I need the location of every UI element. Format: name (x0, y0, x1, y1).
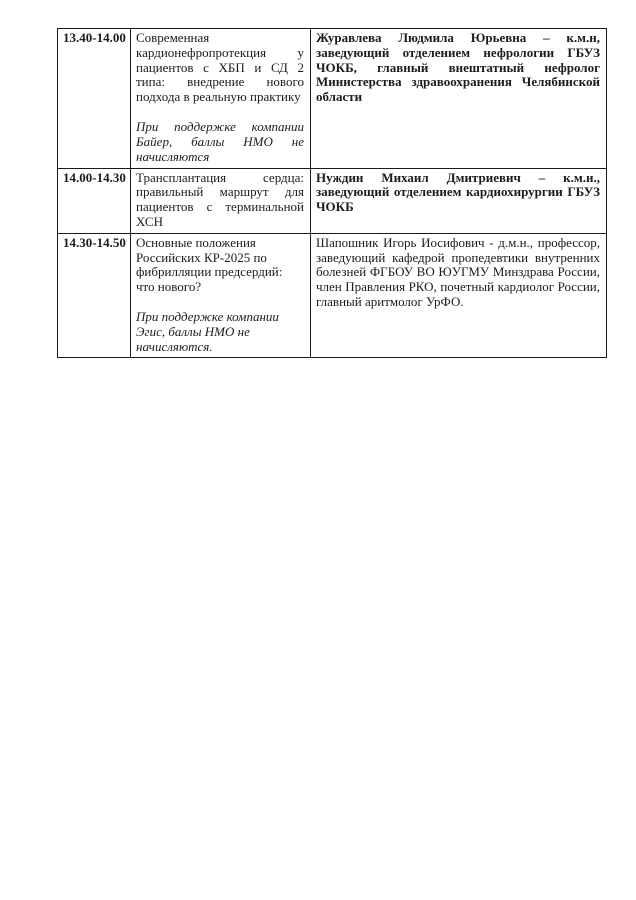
sponsor-note: При поддержке компании Эгис, баллы НМО не начисляются. (136, 309, 279, 354)
schedule-table (57, 28, 607, 358)
speaker-cell (311, 168, 607, 233)
table-row (58, 29, 607, 169)
speaker-text: Журавлева Людмила Юрьевна – к.м.н, заведующий отделением нефрологии ГБУЗ ЧОКБ, главный внештатный нефролог Министерства здравоохранения Челябинской области (316, 30, 600, 105)
speaker-text: Шапошник Игорь Иосифович - д.м.н., профессор, заведующий кафедрой пропедевтики внутренних болезней ФГБОУ ВО ЮУГМУ Минздрава России, член Правления РКО, почетный кардиолог России, главный аритмолог УрФО. (316, 234, 600, 309)
time-text: 14.00-14.30 (63, 169, 126, 185)
topic-text: Трансплантация сердца: правильный маршрут для пациентов с терминальной ХСН (136, 169, 304, 229)
speaker-cell (311, 233, 607, 358)
table-row (58, 233, 607, 358)
time-text: 14.30-14.50 (63, 234, 126, 250)
topic-cell (131, 168, 311, 233)
table-row (58, 168, 607, 233)
time-cell (58, 168, 131, 233)
time-cell (58, 233, 131, 358)
speaker-cell (311, 29, 607, 169)
topic-text: Основные положения Российских КР-2025 по фибрилляции предсердий: что нового? (136, 234, 283, 295)
topic-cell (131, 29, 311, 169)
topic-text: Современная кардионефропротекция у пациентов с ХБП и СД 2 типа: внедрение нового подхода в реальную практику (136, 30, 304, 105)
time-cell (58, 29, 131, 169)
sponsor-note: При поддержке компании Байер, баллы НМО не начисляются (136, 119, 304, 164)
speaker-text: Нуждин Михаил Дмитриевич – к.м.н., заведующий отделением кардиохирургии ГБУЗ ЧОКБ (316, 169, 600, 215)
topic-cell (131, 233, 311, 358)
time-text: 13.40-14.00 (63, 30, 126, 45)
